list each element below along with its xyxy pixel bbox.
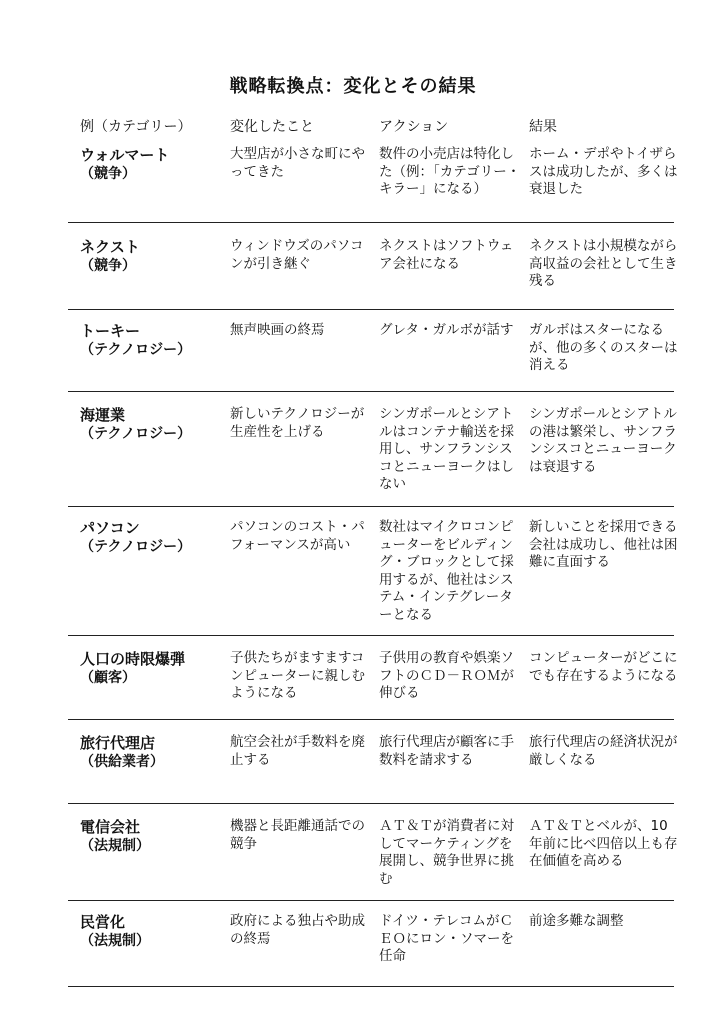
row-action: ドイツ・テレコムがＣＥＯにロン・ソマーを任命 bbox=[379, 913, 514, 964]
row-name bbox=[80, 818, 220, 856]
row-result: ホーム・デポやトイザらスは成功したが、多くは衰退した bbox=[529, 146, 678, 197]
row-divider bbox=[68, 506, 674, 507]
row-action: ＡＴ＆Ｔが消費者に対してマーケティングを展開し、競争世界に挑む bbox=[379, 818, 514, 887]
row-action: グレタ・ガルボが話す bbox=[379, 322, 514, 338]
row-result: 新しいことを採用できる会社は成功し、他社は困難に直面する bbox=[529, 519, 678, 570]
table-header bbox=[0, 116, 706, 140]
row-action: 数件の小売店は特化した（例：「カテゴリー・キラー」になる） bbox=[379, 146, 521, 197]
row-category: （供給業者） bbox=[80, 754, 164, 770]
header-action: アクション bbox=[379, 119, 449, 135]
row-change: 機器と長距離通話での競争 bbox=[230, 818, 365, 852]
row-name-text: 人口の時限爆弾 bbox=[80, 650, 186, 668]
row-name-text: 民営化 bbox=[80, 913, 126, 931]
row-name bbox=[80, 913, 220, 951]
row-name bbox=[80, 238, 220, 276]
row-name bbox=[80, 406, 220, 444]
row-change: 大型店が小さな町にやってきた bbox=[230, 146, 365, 180]
row-divider bbox=[68, 986, 674, 987]
row-action: ネクストはソフトウェア会社になる bbox=[379, 238, 514, 272]
row-action: 数社はマイクロコンピューターをビルディング・ブロックとして採用するが、他社はシステム・インテグレーターとなる bbox=[379, 519, 514, 623]
row-change: 政府による独占や助成の終焉 bbox=[230, 913, 365, 947]
row-name-text: ウォルマート bbox=[80, 146, 170, 164]
row-name bbox=[80, 650, 220, 688]
row-name-text: 電信会社 bbox=[80, 818, 141, 836]
row-change: 航空会社が手数料を廃止する bbox=[230, 734, 365, 768]
row-name bbox=[80, 322, 220, 360]
row-action: 旅行代理店が顧客に手数料を請求する bbox=[379, 734, 514, 768]
row-name-text: 海運業 bbox=[80, 406, 126, 424]
row-category: （競争） bbox=[80, 258, 136, 274]
row-result: 旅行代理店の経済状況が厳しくなる bbox=[529, 734, 678, 768]
row-name-text: 旅行代理店 bbox=[80, 734, 156, 752]
row-result: ネクストは小規模ながら高収益の会社として生き残る bbox=[529, 238, 678, 289]
row-divider bbox=[68, 222, 674, 223]
row-result: ＡＴ＆Ｔとベルが、10年前に比べ四倍以上も存在価値を高める bbox=[529, 818, 678, 869]
row-divider bbox=[68, 803, 674, 804]
row-name-text: ネクスト bbox=[80, 238, 140, 256]
row-result: シンガポールとシアトルの港は繁栄し、サンフランシスコとニューヨークは衰退する bbox=[529, 406, 677, 475]
row-result: 前途多難な調整 bbox=[529, 913, 624, 929]
row-divider bbox=[68, 309, 674, 310]
table-title: 戦略転換点：変化とその結果 bbox=[229, 76, 477, 97]
row-divider bbox=[68, 635, 674, 636]
row-category: （競争） bbox=[80, 166, 136, 182]
row-action: 子供用の教育や娯楽ソフトのＣＤ－ＲＯＭが伸びる bbox=[379, 650, 514, 701]
row-category: （法規制） bbox=[80, 933, 150, 949]
row-result: ガルボはスターになるが、他の多くのスターは消える bbox=[529, 322, 678, 373]
header-result: 結果 bbox=[529, 119, 557, 135]
row-divider bbox=[68, 900, 674, 901]
header-change: 変化したこと bbox=[230, 119, 314, 135]
row-change: パソコンのコスト・パフォーマンスが高い bbox=[230, 519, 365, 553]
row-change: ウィンドウズのパソコンが引き継ぐ bbox=[230, 238, 364, 272]
header-example: 例（カテゴリー） bbox=[80, 119, 192, 135]
row-name-text: パソコン bbox=[80, 519, 140, 537]
row-change: 子供たちがますますコンピューターに親しむようになる bbox=[230, 650, 365, 701]
row-action: シンガポールとシアトルはコンテナ輸送を採用し、サンフランシスコとニューヨークはしない bbox=[379, 406, 514, 492]
row-name bbox=[80, 519, 220, 557]
row-category: （テクノロジー） bbox=[80, 426, 192, 442]
row-category: （顧客） bbox=[80, 670, 136, 686]
row-divider bbox=[68, 719, 674, 720]
row-category: （テクノロジー） bbox=[80, 342, 192, 358]
row-change: 無声映画の終焉 bbox=[230, 322, 325, 338]
row-change: 新しいテクノロジーが生産性を上げる bbox=[230, 406, 365, 440]
row-name bbox=[80, 146, 220, 184]
row-category: （テクノロジー） bbox=[80, 539, 192, 555]
row-divider bbox=[68, 391, 674, 392]
row-name bbox=[80, 734, 220, 772]
row-category: （法規制） bbox=[80, 838, 150, 854]
row-result: コンピューターがどこにでも存在するようになる bbox=[529, 650, 678, 684]
row-name-text: トーキー bbox=[80, 322, 141, 340]
